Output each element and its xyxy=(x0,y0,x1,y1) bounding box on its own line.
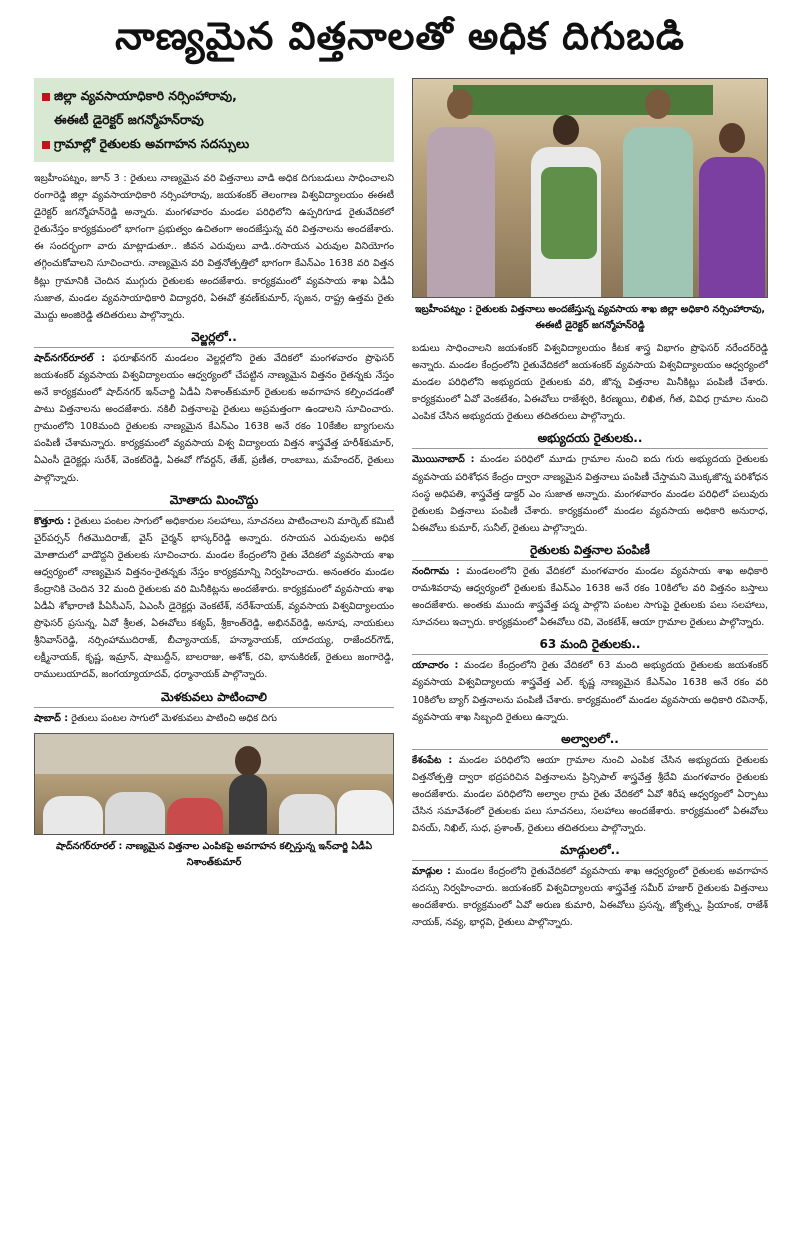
left-column xyxy=(34,78,394,1248)
person-head xyxy=(447,89,473,119)
photo-caption: ఇబ్రహీంపట్నం : రైతులకు విత్తనాలు అందజేస్తున్న వ్యవసాయ శాఖ జిల్లా అధికారి నర్సింహారావు, ఈఈటీ డైరెక్టర్ జగన్మోహన్‌రెడ్డి xyxy=(414,304,766,331)
speaker-figure xyxy=(229,774,267,834)
audience-figure xyxy=(167,798,223,834)
photo-caption: షాద్‌నగర్‌రూరల్ : నాణ్యమైన విత్తనాల ఎంపికపై అవగాహన కల్పిస్తున్న ఇన్‌చార్జి ఏడీఏ నిశాంత్‌కుమార్ xyxy=(55,840,373,868)
section-paragraph: కొత్తూరు : రైతులు పంటల సాగులో అధికారుల సలహాలు, సూచనలు పాటించాలని మార్కెట్ కమిటీ చైర్‌పర్సన్ గీతమొదిరాజ్, వైస్ చైర్మన్ భాస్కర్‌రెడ్డి అన్నారు. రసాయన ఎరువులను అధిక మోతాదులో వాడొద్దని రైతులకు సూచించారు. మండల కేంద్రంలోని రైతు వేదికలో వ్యవసాయ శాఖ ఆధ్వర్యంలో నాణ్యమైన విత్తనం-రైతన్నకు నేస్తం కార్యక్రమాన్ని నిర్వహించారు. అనంతరం మండల కేంద్రానికి చెందిన 32 మంది రైతులకు వరి మినీకిట్లను అందజేశారు. కార్యక్రమంలో వ్యవసాయ శాఖ ఏడీఏ శోభారాణి పీఏసీఎస్, ఏఎంసీ డైరెక్టర్లు వెంకటేశ్, నరేశ్‌నాయక్, వ్యవసాయ విశ్వవిద్యాలయం ప్రొఫెసర్ ప్రసున్న, ఏవో శ్రీలత, ఏఈవోలు కశ్యప్, శ్రీకాంత్‌రెడ్డి, అభినవ్‌రెడ్డి, అనూష, నాయకులు శ్రీనివాస్‌రెడ్డి, నర్సింహాముదిరాజ్, బీచ్యానాయక్, హన్మానాయక్, యాదయ్య, రాజేందర్‌గౌడ్, లక్ష్మీనాయక్, కృష్ణ, ఇమ్రాన్, షాబుద్దీన్, బాలరాజు, అశోక్, రవి, భానుకిరణ్, రైతులు జంగారెడ్డి, రాములుయాదవ్, జంగయ్యాయాదవ్, ధర్మానాయక్ పాల్గొన్నారు. xyxy=(34,515,394,681)
meeting-photo xyxy=(34,733,394,835)
event-banner xyxy=(453,85,713,115)
person-figure xyxy=(427,127,495,297)
section-paragraph: షాబాద్ : రైతులు పంటల సాగులో మెళకువలు పాటించి అధిక దిగు xyxy=(34,712,277,724)
intro-paragraph: ఇబ్రహీంపట్నం, జూన్ 3 : రైతులు నాణ్యమైన వరి విత్తనాలు వాడి అధిక దిగుబడులు సాధించాలని రంగారెడ్డి జిల్లా వ్యవసాయాధికారి నర్సింహారావు, జయశంకర్ తెలంగాణ విశ్వవిద్యాలయం ఈఈటీ డైరెక్టర్ జగన్మోహన్‌రెడ్డి అన్నారు. మంగళవారం మండల పరిధిలోని ఉప్పరిగూడ రైతువేదికలో రైతునేస్తం కార్యక్రమంలో భాగంగా ప్రభుత్వం ఉచితంగా అందజేస్తున్న వరి విత్తనాలను అందజేశారు. ఈ సందర్భంగా వారు మాట్లాడుతూ.. జీవన ఎరువులు వాడి..రసాయన ఎరువుల వినియోగం తగ్గించుకోవాలని సూచించారు. నాణ్యమైన వరి విత్తనోత్పత్తిలో భాగంగా కేఎన్ఎం 1638 వరి విత్తన కిట్లు గ్రామానికి చెందిన ముగ్గురు రైతులకు అందజేశారు. కార్యక్రమంలో వ్యవసాయ శాఖ ఏడీఏ సుజాత, మండల వ్యవసాయాధికారి విద్యాధరి, ఏఈవో శ్రవణ్‌కుమార్, సృజన, రాష్ట్ర ఉత్తమ రైతు మొద్దు అంజిరెడ్డి తదితరులు పాల్గొన్నారు. xyxy=(34,173,394,321)
section-heading: 63 మంది రైతులకు.. xyxy=(412,634,768,655)
person-figure xyxy=(623,127,693,297)
audience-figure xyxy=(105,792,165,834)
section-heading: వెల్జర్లలో.. xyxy=(34,327,394,348)
right-column xyxy=(412,78,768,1248)
section-heading: అభ్యుదయ రైతులకు.. xyxy=(412,428,768,449)
bullet-icon xyxy=(42,141,50,149)
speaker-head xyxy=(235,746,261,776)
kicker-line: ఈఈటీ డైరెక్టర్ జగన్మోహన్‌రావు xyxy=(54,112,204,127)
audience-figure xyxy=(337,790,393,834)
kicker-line: గ్రామాల్లో రైతులకు అవగాహన సదస్సులు xyxy=(42,132,386,156)
section-paragraph: కేశంపేట : మండల పరిధిలోని ఆయా గ్రామాల నుంచి ఎంపిక చేసిన అభ్యుదయ రైతులకు విత్తనోత్పత్తి ద్వారా భద్రపరిచిన విత్తనాలను ప్రిన్సిపాల్ శాస్త్రవేత్త శ్రీదేవి మంగళవారం రైతులకు అందజేశారు. మండల పరిధిలోని అల్వాల గ్రామ రైతు వేదికలో ఏవో శిరీష ఆధ్వర్యంలో ఏర్పాటు చేసిన సమావేశంలో రైతులకు పలు సూచనలు, సలహాలు అందజేశారు. కార్యక్రమంలో ఏఈవోలు వినయ్, నిఖిల్, సుధ, ప్రశాంత్, రైతులు తదితరులు పాల్గొన్నారు. xyxy=(412,754,768,835)
kicker-line: జిల్లా వ్యవసాయాధికారి నర్సింహారావు, xyxy=(42,84,386,108)
kicker-box xyxy=(34,78,394,162)
section-paragraph: నందిగామ : మండలంలోని రైతు వేదికలో మంగళవారం మండల వ్యవసాయ శాఖ అధికారి రామశివరావు ఆధ్వర్యంలో రైతులకు కేఎన్ఎం 1638 అనే రకం 10కిలోల వరి విత్తనం బస్తాలు అందజేశారు. అంతకు ముందు శాస్త్రవేత్త పద్మ పాల్గొని పంటల సాగుపై రైతులకు పలు సలహాలు, సూచనలు ఇచ్చారు. కార్యక్రమంలో ఏఈవోలు రవి, వెంకటేశ్, ఆయా గ్రామాల రైతులు పాల్గొన్నారు. xyxy=(412,565,768,629)
audience-figure xyxy=(43,796,103,834)
person-head xyxy=(553,115,579,145)
section-heading: రైతులకు విత్తనాల పంపిణీ xyxy=(412,540,768,561)
person-head xyxy=(645,89,671,119)
seed-distribution-photo xyxy=(412,78,768,298)
section-paragraph: షాద్‌నగర్‌రూరల్ : ఫరూఖ్‌నగర్ మండలం వెల్జర్లలోని రైతు వేదికలో మంగళవారం ప్రొఫెసర్ జయశంకర్ వ్యవసాయ విశ్వవిద్యాలయం ఆధ్వర్యంలో చేపట్టిన నాణ్యమైన విత్తనం రైతన్నకు నేస్తం అనే కార్యక్రమంలో షాద్‌నగర్ ఇన్‌చార్జి ఏడీఏ నిశాంత్‌కుమార్ రైతులకు అవగాహన కల్పించడంతో పాటు విత్తనాలను అందజేశారు. నకిలీ విత్తనాలపై రైతులు అప్రమత్తంగా ఉండాలని సూచించారు. గ్రామంలోని 108మంది రైతులకు నాణ్యమైన కేఎన్ఎం 1638 అనే రకం 10కేజీల బ్యాగులను పంపిణీ చేశామన్నారు. కార్యక్రమంలో వ్యవసాయ విశ్వ విద్యాలయ విత్తన శాస్త్రవేత్త హరీశ్‌కుమార్, ఏఎంసీ డైరెక్టర్లు సురేశ్, వెంకట్‌రెడ్డి, ఏఈవో గోవర్దన్, తేజ్, ప్రణీత, రాంబాబు, మహేందర్, రైతులు పాల్గొన్నారు. xyxy=(34,352,394,484)
audience-figure xyxy=(279,794,335,834)
continued-paragraph: బడులు సాధించాలని జయశంకర్ విశ్వవిద్యాలయం కీటక శాస్త్ర విభాగం ప్రొఫెసర్ నరేందర్‌రెడ్డి అన్నారు. మండల కేంద్రంలోని రైతువేదికలో జయశంకర్ వ్యవసాయ విశ్వవిద్యాలయం ఆధ్వర్యంలో మండల పరిధిలోని అభ్యుదయ రైతులకు వరి, జొన్న విత్తనాల మినీకిట్లు పంపిణీ చేశారు. కార్యక్రమంలో ఏవో వెంకటేశం, ఏఈవోలు రాజేశ్వరి, కిరణ్మయి, లిఖిత, గీత, వివిధ గ్రామాల నుంచి ఎంపిక చేసిన అభ్యుదయ రైతులు తదితరులు పాల్గొన్నారు. xyxy=(412,343,768,423)
section-heading: మెళకువలు పాటించాలి xyxy=(34,687,394,708)
section-heading: అల్వాలలో.. xyxy=(412,729,768,750)
person-figure xyxy=(699,157,765,297)
headline: నాణ్యమైన విత్తనాలతో అధిక దిగుబడి xyxy=(115,14,685,58)
bullet-icon xyxy=(42,93,50,101)
section-heading: మాడ్గులలో.. xyxy=(412,840,768,861)
seed-bag xyxy=(541,167,597,259)
person-head xyxy=(719,123,745,153)
section-heading: మోతాదు మించొద్దు xyxy=(34,490,394,511)
section-paragraph: యాచారం : మండల కేంద్రంలోని రైతు వేదికలో 63 మంది అభ్యుదయ రైతులకు జయశంకర్ వ్యవసాయ విశ్వవిద్యాలయ శాస్త్రవేత్త ఎల్. కృష్ణ నాణ్యమైన కేఎన్ఎం 1638 అనే రకం వరి 10కిలోల బ్యాగ్ విత్తనాలను పంపిణీ చేశారు. కార్యక్రమంలో మండల వ్యవసాయ అధికారి రవినాథ్, వ్యవసాయ శాఖ సిబ్బంది రైతులు ఉన్నారు. xyxy=(412,660,768,723)
section-paragraph: మాడ్గుల : మండల కేంద్రంలోని రైతువేదికలో వ్యవసాయ శాఖ ఆధ్వర్యంలో రైతులకు అవగాహన సదస్సు నిర్వహించారు. జయశంకర్ విశ్వవిద్యాలయ శాస్త్రవేత్త సమీర్ హజార్ రైతులకు విత్తనాలు అందజేశారు. కార్యక్రమంలో ఏవో అరుణ కుమారి, ఏఈవోలు ప్రసన్న, జ్యోత్స్న, ప్రియాంక, రాజేశ్ నాయక్, నవ్య, భార్గవి, రైతులు పాల్గొన్నారు. xyxy=(412,866,768,929)
section-paragraph: మొయినాబాద్ : మండల పరిధిలో మూడు గ్రామాల నుంచి ఐదు గురు అభ్యుదయ రైతులకు వ్యవసాయ పరిశోధన కేంద్రం ద్వారా నాణ్యమైన విత్తనాలు పంపిణీ చేస్తామని మొక్కజొన్న పరిశోధన సంస్థ అధిపతి, శాస్త్రవేత్త డాక్టర్ ఎం సుజాత అన్నారు. మంగళవారం మండల పరిధిలో పలువురు రైతులకు విత్తనాలు పంపిణీ చేశారు. కార్యక్రమంలో మండల వ్యవసాయ అధికారి అనురాధ, ఏఈవోలు కుమార్, సునీల్, రైతులు పాల్గొన్నారు. xyxy=(412,454,768,534)
